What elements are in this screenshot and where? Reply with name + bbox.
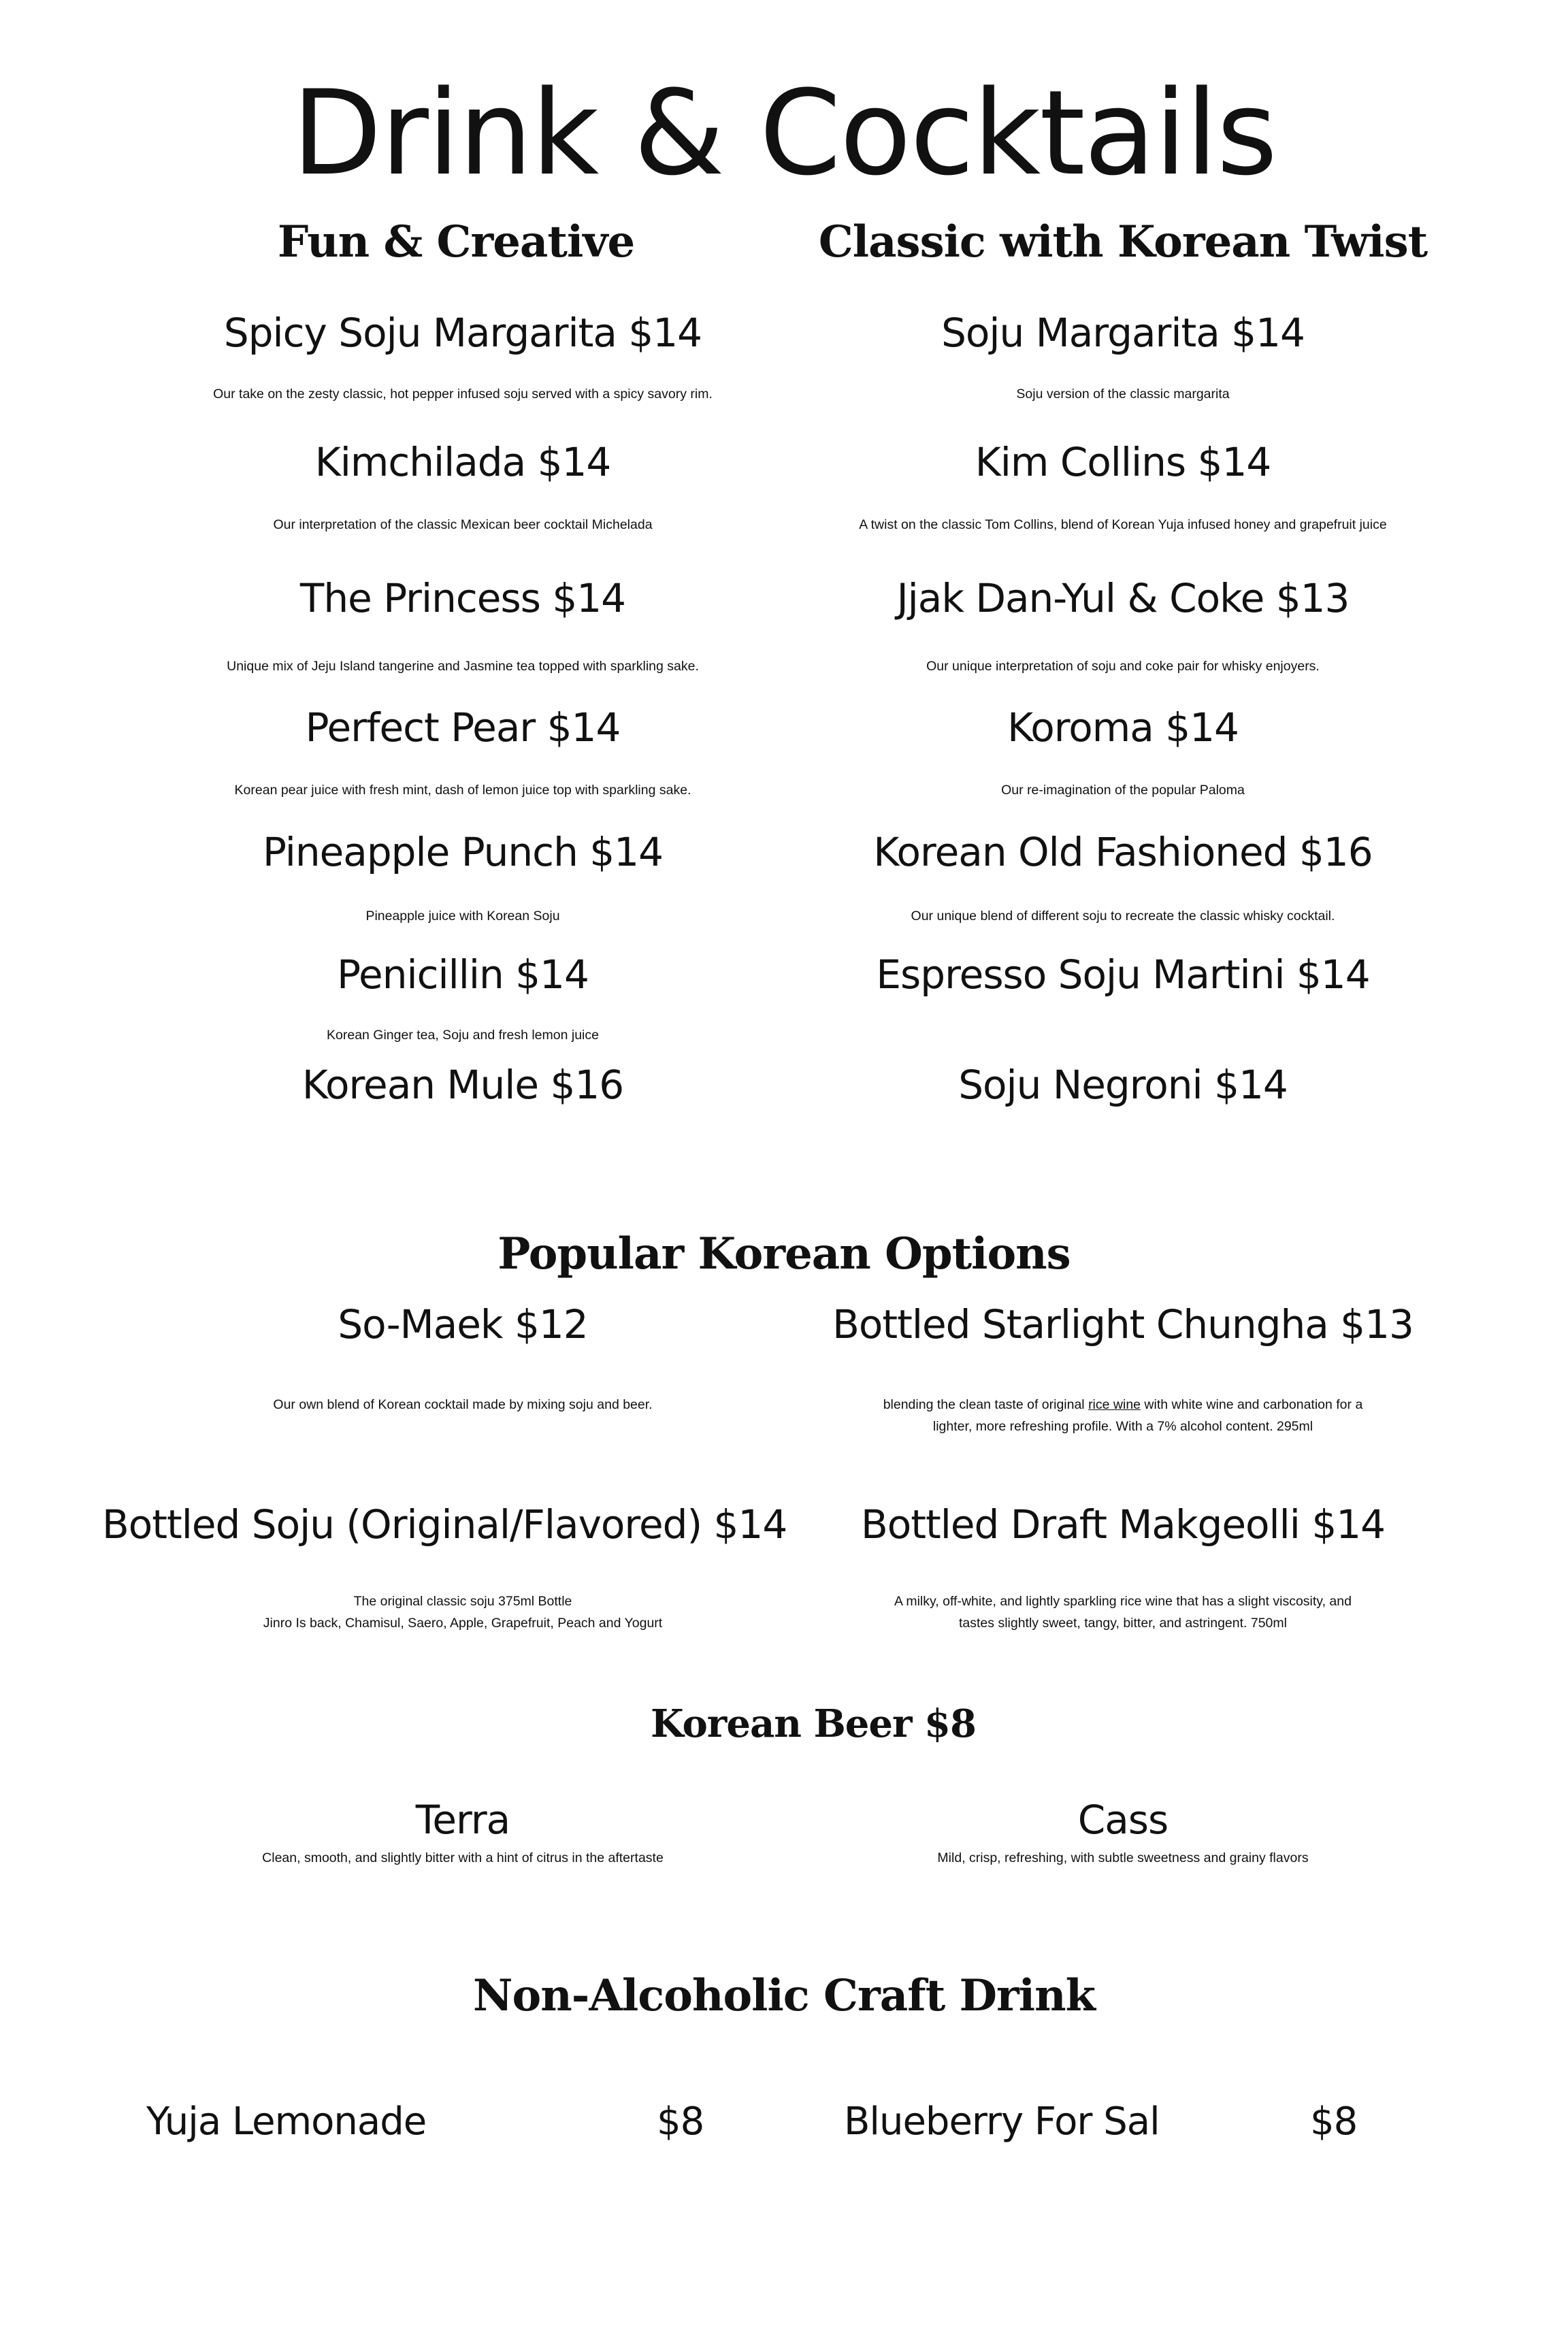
menu-item-name: Terra xyxy=(415,1797,510,1843)
menu-item-name: Bottled Starlight Chungha $13 xyxy=(832,1301,1414,1348)
menu-item-price: $8 xyxy=(657,2100,704,2144)
menu-item-desc: A milky, off-white, and lightly sparkling rice wine that has a slight viscosity, and xyxy=(894,1594,1352,1609)
menu-item-desc: Mild, crisp, refreshing, with subtle sweetness and grainy flavors xyxy=(937,1850,1309,1865)
menu-item-name: Espresso Soju Martini $14 xyxy=(876,951,1370,998)
menu-item-desc: tastes slightly sweet, tangy, bitter, and astringent. 750ml xyxy=(959,1616,1287,1631)
menu-item-name: Soju Margarita $14 xyxy=(941,310,1305,356)
menu-item-desc: lighter, more refreshing profile. With a 7% alcohol content. 295ml xyxy=(932,1419,1313,1434)
menu-item-name: Kimchilada $14 xyxy=(314,439,611,485)
menu-item-name: The Princess $14 xyxy=(299,575,626,621)
menu-item-name: Korean Mule $16 xyxy=(301,1062,624,1108)
menu-item-desc: Our own blend of Korean cocktail made by mixing soju and beer. xyxy=(273,1397,653,1412)
menu-item-desc: Unique mix of Jeju Island tangerine and Jasmine tea topped with sparkling sake. xyxy=(227,659,699,674)
menu-item-name: Koroma $14 xyxy=(1007,704,1239,751)
menu-item-desc: Our re-imagination of the popular Paloma xyxy=(1001,783,1245,798)
menu-item-name: Bottled Draft Makgeolli $14 xyxy=(860,1501,1386,1548)
menu-item-desc: Our unique interpretation of soju and coke pair for whisky enjoyers. xyxy=(926,659,1320,674)
desc-text: blending the clean taste of original xyxy=(883,1397,1089,1412)
menu-item-desc: Jinro Is back, Chamisul, Saero, Apple, Grapefruit, Peach and Yogurt xyxy=(263,1616,663,1631)
section-heading-classic: Classic with Korean Twist xyxy=(818,216,1428,267)
menu-item-desc: A twist on the classic Tom Collins, blend of Korean Yuja infused honey and grapefruit juice xyxy=(859,517,1387,532)
section-heading-beer: Korean Beer $8 xyxy=(651,1701,976,1746)
menu-item-name: Soju Negroni $14 xyxy=(958,1062,1288,1108)
page-title: Drink & Cocktails xyxy=(291,65,1277,201)
desc-text: with white wine and carbonation for a xyxy=(1141,1397,1363,1412)
menu-item-name: Cass xyxy=(1077,1797,1169,1843)
menu-item-desc: Soju version of the classic margarita xyxy=(1016,387,1230,402)
menu-item-name: Penicillin $14 xyxy=(337,951,589,998)
menu-item-price: $8 xyxy=(1310,2100,1358,2144)
menu-item-desc: Korean pear juice with fresh mint, dash of lemon juice top with sparkling sake. xyxy=(234,783,691,798)
section-heading-nonalc: Non-Alcoholic Craft Drink xyxy=(473,1970,1095,2021)
section-heading-fun: Fun & Creative xyxy=(277,216,635,267)
menu-item-desc xyxy=(817,1394,1429,1416)
menu-item-name: So-Maek $12 xyxy=(338,1301,588,1348)
menu-item-desc: Pineapple juice with Korean Soju xyxy=(365,909,560,924)
menu-item-name: Korean Old Fashioned $16 xyxy=(873,829,1373,875)
menu-item-name: Yuja Lemonade xyxy=(146,2100,427,2144)
menu-item-name: Spicy Soju Margarita $14 xyxy=(223,310,702,356)
section-heading-popular: Popular Korean Options xyxy=(497,1228,1071,1279)
menu-item-desc: Our interpretation of the classic Mexican beer cocktail Michelada xyxy=(273,517,653,532)
menu-item-name: Blueberry For Sal xyxy=(844,2100,1160,2144)
menu-item-desc: Our take on the zesty classic, hot pepper infused soju served with a spicy savory rim. xyxy=(213,387,713,402)
menu-item-desc: Korean Ginger tea, Soju and fresh lemon juice xyxy=(327,1028,599,1043)
menu-item-desc: The original classic soju 375ml Bottle xyxy=(353,1594,572,1609)
menu-item-name: Jjak Dan-Yul & Coke $13 xyxy=(896,575,1350,621)
menu-item-desc: Clean, smooth, and slightly bitter with a hint of citrus in the aftertaste xyxy=(262,1850,664,1865)
menu-item-name: Pineapple Punch $14 xyxy=(263,829,663,875)
menu-item-name: Bottled Soju (Original/Flavored) $14 xyxy=(102,1501,787,1548)
rice-wine-link[interactable]: rice wine xyxy=(1088,1397,1141,1412)
menu-item-desc: Our unique blend of different soju to recreate the classic whisky cocktail. xyxy=(911,909,1335,924)
menu-item-name: Perfect Pear $14 xyxy=(305,704,621,751)
menu-item-name: Kim Collins $14 xyxy=(975,439,1271,485)
